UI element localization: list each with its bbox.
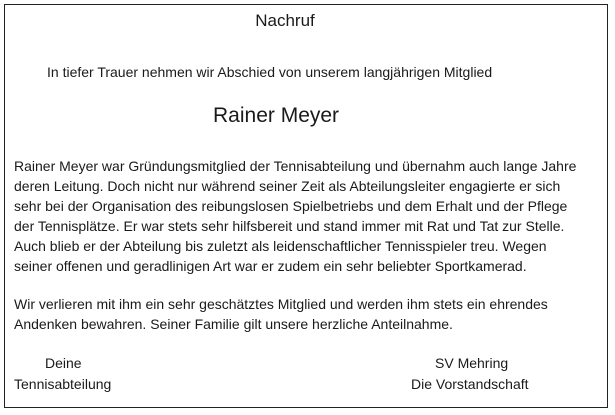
signature-left-line2: Tennisabteilung xyxy=(14,376,112,392)
condolence-line: Andenken bewahren. Seiner Familie gilt unsere herzliche Anteilnahme. xyxy=(14,316,453,332)
tribute-line: sehr bei der Organisation des reibungslosen Spielbetriebs und dem Erhalt und der Pflege xyxy=(14,198,568,214)
tribute-line: der Tennisplätze. Er war stets sehr hilfsbereit und stand immer mit Rat und Tat zur Stelle. xyxy=(14,218,565,234)
condolence-line: Wir verlieren mit ihm ein sehr geschätztes Mitglied und werden ihm stets ein ehrendes xyxy=(14,296,548,312)
obituary-frame xyxy=(4,4,608,408)
signature-right-line2: Die Vorstandschaft xyxy=(411,376,529,392)
condolence-paragraph xyxy=(14,294,609,334)
deceased-name: Rainer Meyer xyxy=(213,104,340,127)
tribute-line: Rainer Meyer war Gründungsmitglied der Tennisabteilung und übernahm auch lange Jahre xyxy=(14,158,577,174)
tribute-paragraph xyxy=(14,156,609,276)
tribute-line: seiner offenen und geradlinigen Art war er zudem ein sehr beliebter Sportkamerad. xyxy=(14,258,527,274)
tribute-line: deren Leitung. Doch nicht nur während seiner Zeit als Abteilungsleiter engagierte er sich xyxy=(14,178,561,194)
tribute-line: Auch blieb er der Abteilung bis zuletzt als leidenschaftlicher Tennisspieler treu. Wegen xyxy=(14,238,547,254)
signature-left-line1: Deine xyxy=(45,355,82,371)
obituary-heading: Nachruf xyxy=(255,11,315,30)
signature-right-line1: SV Mehring xyxy=(435,355,509,371)
intro-line: In tiefer Trauer nehmen wir Abschied von unserem langjährigen Mitglied xyxy=(47,64,493,80)
